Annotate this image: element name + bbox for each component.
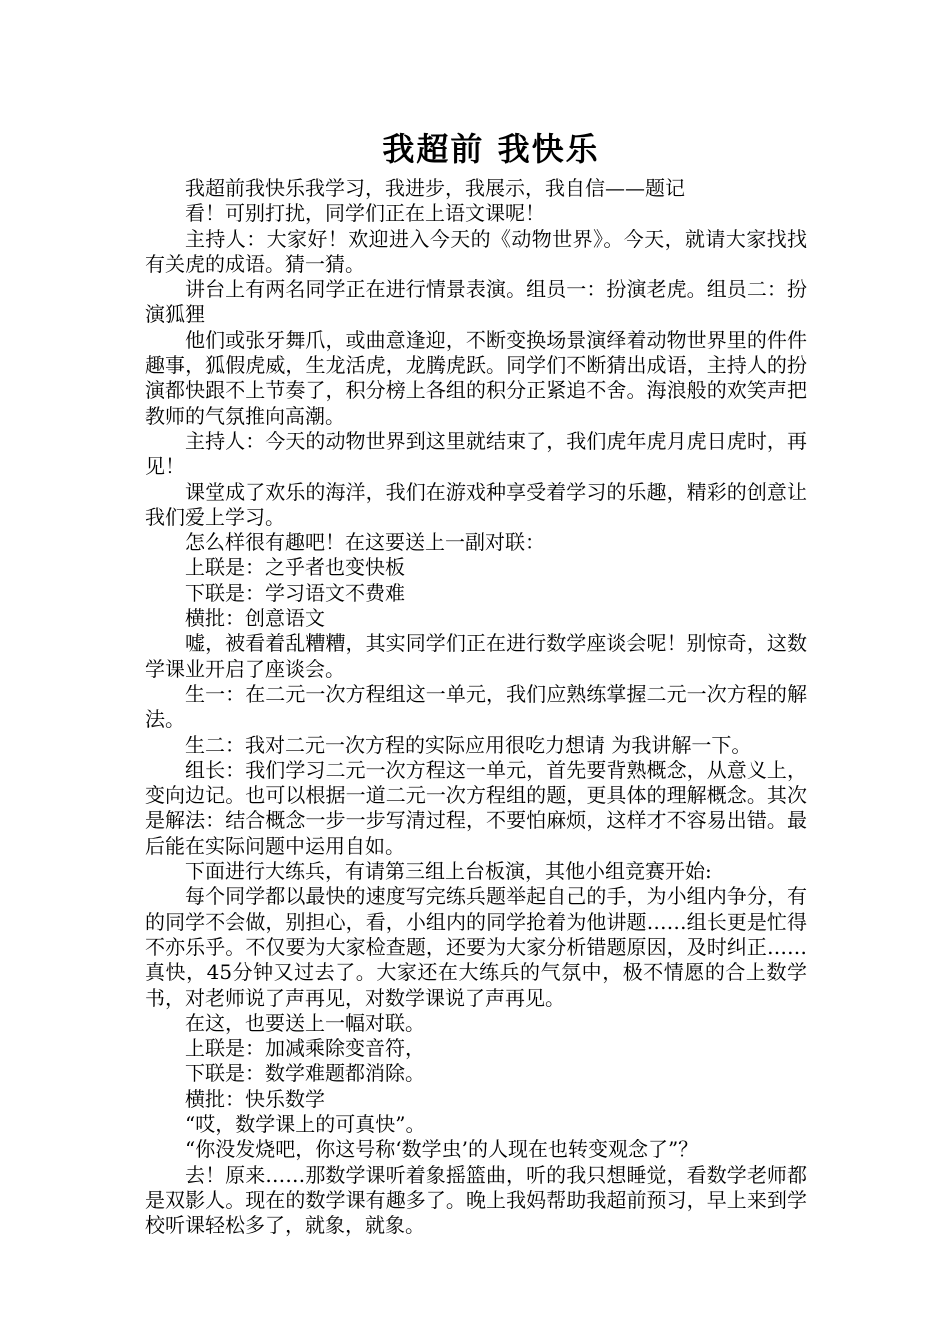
couplet-line: 上联是：之乎者也变快板 — [185, 555, 405, 580]
paragraph: 怎么样很有趣吧！在这要送上一副对联： — [185, 530, 545, 555]
paragraph: 看！可别打扰，同学们正在上语文课呢！ — [185, 201, 545, 226]
paragraph: “你没发烧吧，你这号称‘数学虫’的人现在也转变观念了”？ — [185, 1137, 699, 1162]
paragraph: 去！原来……那数学课听着象摇篮曲，听的我只想睡觉，看数学老师都是双影人。现在的数学课有趣多了。晚上我妈帮助我超前预习，早上来到学校听课轻松多了，就象，就象。 — [145, 1162, 807, 1238]
paragraph-epigraph: 我超前我快乐我学习，我进步，我展示，我自信——题记 — [185, 176, 685, 200]
paragraph: “哎，数学课上的可真快”。 — [185, 1111, 426, 1136]
couplet-line: 下联是：学习语文不费难 — [185, 580, 405, 605]
paragraph: 主持人：今天的动物世界到这里就结束了，我们虎年虎月虎日虎时，再见！ — [145, 428, 807, 479]
paragraph: 讲台上有两名同学正在进行情景表演。组员一：扮演老虎。组员二：扮演狐狸 — [145, 277, 807, 327]
document-page — [145, 126, 807, 1238]
document-body — [145, 176, 807, 1238]
document-title: 我超前 我快乐 — [382, 130, 600, 168]
paragraph: 组长：我们学习二元一次方程这一单元，首先要背熟概念，从意义上，变向边记。也可以根据一道二元一次方程组的题，更具体的理解概念。其次是解法：结合概念一步一步写清过程，不要怕麻烦，这样才不容易出错。最后能在实际问题中运用自如。 — [145, 757, 807, 858]
paragraph: 每个同学都以最快的速度写完练兵题举起自己的手，为小组内争分，有的同学不会做，别担心，看，小组内的同学抢着为他讲题……组长更是忙得不亦乐乎。不仅要为大家检查题，还要为大家分析错题原因，及时纠正……真快，45分钟又过去了。大家还在大练兵的气氛中，极不情愿的合上数学书，对老师说了声再见，对数学课说了声再见。 — [145, 884, 807, 1010]
paragraph: 嘘，被看着乱糟糟，其实同学们正在进行数学座谈会呢！别惊奇，这数学课业开启了座谈会。 — [145, 631, 807, 681]
paragraph: 他们或张牙舞爪，或曲意逢迎，不断变换场景演绎着动物世界里的件件趣事，狐假虎威，生龙活虎，龙腾虎跃。同学们不断猜出成语，主持人的扮演都快跟不上节奏了，积分榜上各组的积分正紧追不舍。海浪般的欢笑声把教师的气氛推向高潮。 — [145, 327, 807, 428]
paragraph: 生二：我对二元一次方程的实际应用很吃力想请 为我讲解一下。 — [185, 732, 752, 757]
couplet-line: 下联是：数学难题都消除。 — [185, 1061, 425, 1086]
couplet-line: 横批：创意语文 — [185, 606, 325, 631]
couplet-line: 横批：快乐数学 — [185, 1086, 325, 1111]
paragraph: 生一：在二元一次方程组这一单元，我们应熟练掌握二元一次方程的解法。 — [145, 681, 807, 732]
paragraph: 主持人：大家好！欢迎进入今天的《动物世界》。今天，就请大家找找有关虎的成语。猜一猜。 — [145, 226, 807, 276]
paragraph: 在这，也要送上一幅对联。 — [185, 1010, 425, 1035]
couplet-line: 上联是：加减乘除变音符， — [185, 1036, 425, 1061]
paragraph: 课堂成了欢乐的海洋，我们在游戏种享受着学习的乐趣，精彩的创意让我们爱上学习。 — [145, 479, 807, 529]
paragraph: 下面进行大练兵，有请第三组上台板演，其他小组竞赛开始: — [185, 859, 712, 884]
